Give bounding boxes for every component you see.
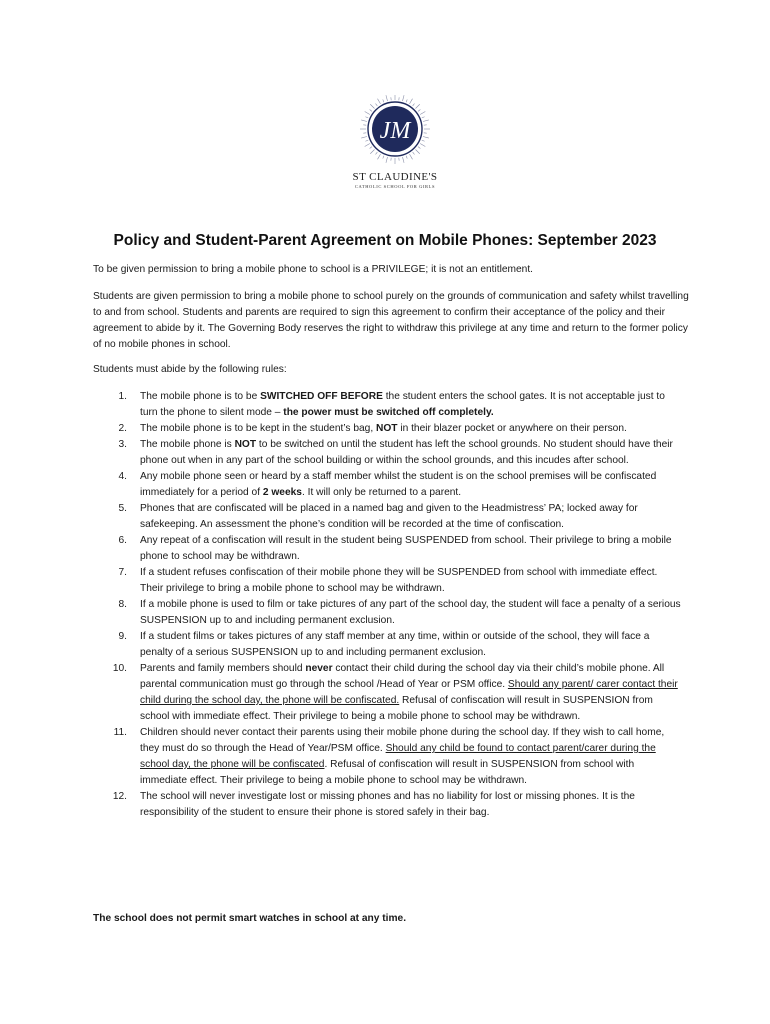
rule-item bbox=[93, 789, 683, 821]
rule-emphasis: 2 weeks bbox=[262, 487, 302, 498]
rule-number: 3. bbox=[118, 439, 127, 450]
rule-text: Parents and family members should bbox=[140, 663, 306, 674]
crest-ray bbox=[376, 104, 378, 106]
rule-item bbox=[93, 725, 683, 789]
crest-monogram: JM bbox=[379, 118, 411, 144]
rule-item bbox=[93, 469, 683, 501]
rule-number: 11. bbox=[113, 727, 127, 738]
school-subtitle: CATHOLIC SCHOOL FOR GIRLS bbox=[354, 184, 436, 189]
crest-ray bbox=[378, 99, 381, 104]
crest-ray bbox=[403, 157, 405, 163]
crest-ray bbox=[386, 157, 388, 163]
crest-ray bbox=[383, 156, 384, 159]
crest-ray bbox=[378, 154, 381, 159]
rule-number: 2. bbox=[118, 423, 127, 434]
crest-ray bbox=[370, 104, 374, 108]
rule-item bbox=[93, 533, 683, 565]
rule-text: contact their child during the school day via their child’s mobile phone. All parental communication must go through the school /Head of Year or PSM office. bbox=[140, 663, 665, 690]
rule-item bbox=[93, 437, 683, 469]
rule-number: 4. bbox=[118, 471, 127, 482]
rule-item bbox=[93, 629, 683, 661]
rule-text: If a student refuses confiscation of their mobile phone they will be SUSPENDED from school with immediate effect. Their privilege to bring a mobile phone to school may be withdrawn. bbox=[140, 567, 658, 594]
rule-text: If a student films or takes pictures of any staff member at any time, within or outside of the school, they will face a penalty of a serious SUSPENSION up to and including permanent exclusion. bbox=[140, 631, 650, 658]
rule-emphasis: the power must be switched off completely. bbox=[283, 407, 494, 418]
crest-ray bbox=[420, 112, 425, 115]
rules-intro: Students must abide by the following rules: bbox=[93, 364, 287, 375]
rule-emphasis: NOT bbox=[375, 423, 398, 434]
crest-ray bbox=[403, 95, 405, 101]
rule-number: 10. bbox=[112, 663, 127, 674]
rule-item bbox=[93, 421, 683, 437]
rule-text: If a mobile phone is used to film or take pictures of any part of the school day, the student will face a penalty of a serious SUSPENSION up to and including permanent exclusion. bbox=[140, 599, 681, 626]
rule-item bbox=[93, 565, 683, 597]
rule-number: 9. bbox=[118, 631, 127, 642]
rule-text: The school will never investigate lost or missing phones and has no liability for lost or missing phones. It is the responsibility of the student to ensure their phone is stored safely in their bag. bbox=[140, 791, 635, 818]
rule-text: . Refusal of confiscation will result in SUSPENSION from school with immediate effect. Their privilege to being a mobile phone to school may be withdrawn. bbox=[140, 759, 635, 786]
rule-text: Children should never contact their parents using their mobile phone during the school day. If they wish to call home, they must do so through the Head of Year/PSM office. bbox=[140, 727, 665, 754]
crest-ray bbox=[361, 137, 367, 139]
rule-text: The mobile phone is to be bbox=[140, 391, 261, 402]
school-name: ST CLAUDINE'S bbox=[352, 171, 438, 183]
rule-number: 8. bbox=[118, 599, 127, 610]
page-title: Policy and Student-Parent Agreement on Mobile Phones: September 2023 bbox=[113, 232, 657, 249]
crest-ray bbox=[416, 104, 420, 108]
rule-emphasis: NOT bbox=[234, 439, 257, 450]
rule-emphasis: never bbox=[305, 663, 333, 674]
rule-text: The mobile phone is to be kept in the student’s bag, bbox=[140, 423, 376, 434]
rule-text: in their blazer pocket or anywhere on their person. bbox=[397, 423, 627, 434]
crest-ray bbox=[418, 110, 420, 112]
crest-ray bbox=[376, 152, 378, 154]
crest-ray bbox=[365, 117, 368, 118]
crest-ray bbox=[383, 99, 384, 102]
crest-ray bbox=[365, 140, 368, 141]
crest-ray bbox=[416, 150, 420, 154]
rules-list bbox=[93, 389, 683, 821]
rule-number: 5. bbox=[118, 503, 127, 514]
rule-item bbox=[93, 661, 683, 725]
crest-ray bbox=[418, 147, 420, 149]
closing-statement: The school does not permit smart watches in school at any time. bbox=[93, 913, 407, 924]
rule-text: Phones that are confiscated will be placed in a named bag and given to the Headmistress’ PA; locked away for safekeeping. An assessment the phone’s condition will be recorded at the time of confiscation. bbox=[140, 503, 638, 530]
crest-ray bbox=[413, 152, 415, 154]
crest-ray bbox=[410, 99, 413, 104]
crest-ray bbox=[370, 110, 372, 112]
crest-ray bbox=[413, 104, 415, 106]
rule-text: Any mobile phone seen or heard by a staff member whilst the student is on the school premises will be confiscated immediately for a period of bbox=[140, 471, 657, 498]
rule-number: 1. bbox=[118, 391, 127, 402]
crest-ray bbox=[423, 137, 429, 139]
rule-item bbox=[93, 597, 683, 629]
rule-item bbox=[93, 389, 683, 421]
rule-underlined-text: Should any parent/ carer contact their child during the school day, the phone will be confiscated. bbox=[140, 679, 678, 706]
rule-text: . It will only be returned to a parent. bbox=[301, 487, 462, 498]
rule-text: Refusal of confiscation will result in SUSPENSION from school with immediate effect. Their privilege to being a mobile phone to school may be withdrawn. bbox=[140, 695, 653, 722]
crest-ray bbox=[406, 156, 407, 159]
policy-paragraph: Students are given permission to bring a mobile phone to school purely on the grounds of communication and safety whilst travelling to and from school. Students and parents are required to sign this agreement to confirm their acceptance of the policy and their agreement to abide by it. The Governing Body reserves the right to withdraw this privilege at any time and return to the former policy of no mobile phones in school. bbox=[93, 291, 689, 350]
crest-ray bbox=[410, 154, 413, 159]
rule-text: Any repeat of a confiscation will result in the student being SUSPENDED from school. Their privilege to bring a mobile phone to school may be withdrawn. bbox=[140, 535, 672, 562]
rule-emphasis: SWITCHED OFF BEFORE bbox=[260, 391, 383, 402]
crest-ray bbox=[422, 140, 425, 141]
rule-number: 6. bbox=[118, 535, 127, 546]
crest-ray bbox=[365, 144, 370, 147]
crest-ray bbox=[420, 144, 425, 147]
rule-text: The mobile phone is bbox=[140, 439, 235, 450]
intro-paragraph: To be given permission to bring a mobile phone to school is a PRIVILEGE; it is not an entitlement. bbox=[93, 264, 533, 275]
crest-ray bbox=[370, 147, 372, 149]
rule-text: to be switched on until the student has left the school grounds. No student should have their phone out when in any part of the school building or within the school grounds, and this incudes after school. bbox=[140, 439, 673, 466]
crest-ray bbox=[370, 150, 374, 154]
rule-underlined-text: Should any child be found to contact parent/carer during the school day, the phone will be confiscated bbox=[140, 743, 656, 770]
crest-ray bbox=[365, 112, 370, 115]
crest-ray bbox=[422, 117, 425, 118]
crest-ray bbox=[423, 120, 429, 122]
crest-ray bbox=[361, 120, 367, 122]
crest-ray bbox=[386, 95, 388, 101]
crest-ray bbox=[406, 99, 407, 102]
rule-item bbox=[93, 501, 683, 533]
rule-number: 12. bbox=[112, 791, 127, 802]
rule-number: 7. bbox=[118, 567, 127, 578]
rule-text: the student enters the school gates. It is not acceptable just to turn the phone to silent mode – bbox=[140, 391, 665, 418]
